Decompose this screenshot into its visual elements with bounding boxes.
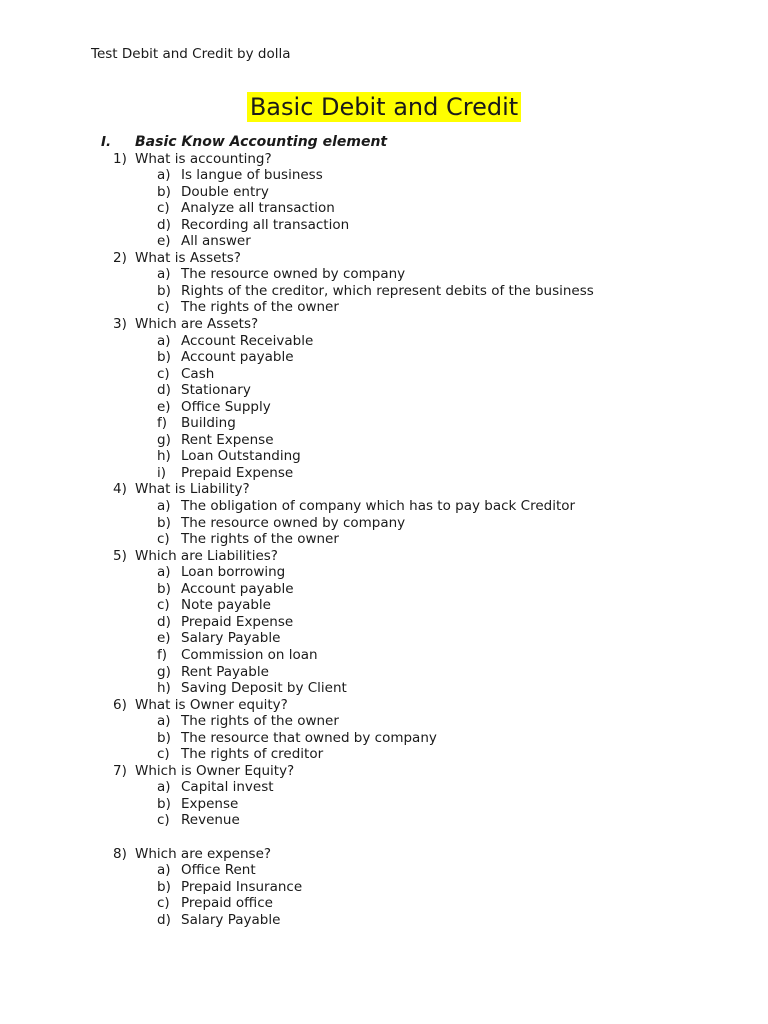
answer-letter: c) bbox=[157, 365, 170, 382]
answer-option bbox=[0, 415, 768, 432]
answer-letter: e) bbox=[157, 398, 171, 415]
question-item bbox=[0, 250, 768, 267]
answer-option bbox=[0, 564, 768, 581]
answer-text: The resource that owned by company bbox=[181, 729, 437, 746]
section-heading bbox=[0, 134, 768, 151]
question-number: 2) bbox=[113, 249, 127, 266]
answer-letter: g) bbox=[157, 663, 171, 680]
answer-option bbox=[0, 597, 768, 614]
answer-option bbox=[0, 349, 768, 366]
answer-letter: e) bbox=[157, 233, 171, 250]
answer-text: The rights of the owner bbox=[181, 299, 339, 316]
answer-text: The rights of creditor bbox=[181, 746, 324, 763]
answer-letter: a) bbox=[157, 266, 171, 283]
answer-letter: c) bbox=[157, 812, 170, 829]
answer-option bbox=[0, 448, 768, 465]
answer-option bbox=[0, 167, 768, 184]
answer-text: Prepaid Expense bbox=[181, 464, 294, 481]
answer-option bbox=[0, 465, 768, 482]
answer-option bbox=[0, 581, 768, 598]
page-header: Test Debit and Credit by dolla bbox=[91, 46, 291, 62]
answer-text: Prepaid Expense bbox=[181, 613, 294, 630]
answer-text: Is langue of business bbox=[181, 167, 323, 184]
answer-letter: d) bbox=[157, 613, 171, 630]
answer-option bbox=[0, 382, 768, 399]
answer-letter: b) bbox=[157, 795, 171, 812]
question-text: Which are expense? bbox=[135, 845, 272, 862]
answer-option bbox=[0, 432, 768, 449]
question-text: Which are Assets? bbox=[135, 316, 259, 333]
answer-option bbox=[0, 779, 768, 796]
answer-letter: f) bbox=[157, 646, 168, 663]
answer-option bbox=[0, 730, 768, 747]
answer-text: Office Rent bbox=[181, 862, 256, 879]
answer-letter: a) bbox=[157, 167, 171, 184]
answer-letter: c) bbox=[157, 531, 170, 548]
answer-option bbox=[0, 299, 768, 316]
answer-letter: b) bbox=[157, 282, 171, 299]
answer-text: Salary Payable bbox=[181, 630, 281, 647]
answer-text: Stationary bbox=[181, 382, 251, 399]
answer-option bbox=[0, 266, 768, 283]
answer-option bbox=[0, 283, 768, 300]
answer-letter: d) bbox=[157, 911, 171, 928]
question-text: What is Assets? bbox=[135, 249, 241, 266]
answer-text: Office Supply bbox=[181, 398, 271, 415]
question-item bbox=[0, 316, 768, 333]
answer-letter: c) bbox=[157, 299, 170, 316]
answer-text: Saving Deposit by Client bbox=[181, 680, 347, 697]
answer-text: Double entry bbox=[181, 183, 269, 200]
answer-letter: c) bbox=[157, 895, 170, 912]
answer-option bbox=[0, 680, 768, 697]
answer-option bbox=[0, 399, 768, 416]
answer-text: Loan Outstanding bbox=[181, 448, 301, 465]
question-item bbox=[0, 763, 768, 780]
answer-option bbox=[0, 796, 768, 813]
answer-letter: b) bbox=[157, 349, 171, 366]
question-number: 5) bbox=[113, 547, 127, 564]
question-number: 1) bbox=[113, 150, 127, 167]
answer-text: Analyze all transaction bbox=[181, 200, 335, 217]
answer-text: Rent Payable bbox=[181, 663, 269, 680]
answer-letter: b) bbox=[157, 580, 171, 597]
answer-option bbox=[0, 630, 768, 647]
question-text: Which are Liabilities? bbox=[135, 547, 278, 564]
answer-text: Rights of the creditor, which represent debits of the business bbox=[181, 282, 594, 299]
answer-option bbox=[0, 333, 768, 350]
answer-letter: d) bbox=[157, 382, 171, 399]
answer-option bbox=[0, 862, 768, 879]
answer-text: Loan borrowing bbox=[181, 564, 286, 581]
answer-text: Prepaid Insurance bbox=[181, 878, 303, 895]
answer-text: Building bbox=[181, 415, 236, 432]
title-container bbox=[0, 92, 768, 122]
question-item bbox=[0, 548, 768, 565]
answer-letter: i) bbox=[157, 464, 167, 481]
answer-letter: e) bbox=[157, 630, 171, 647]
answer-text: Cash bbox=[181, 365, 215, 382]
question-number: 3) bbox=[113, 316, 127, 333]
answer-text: Account payable bbox=[181, 580, 294, 597]
answer-text: Recording all transaction bbox=[181, 216, 350, 233]
answer-letter: b) bbox=[157, 183, 171, 200]
question-item bbox=[0, 697, 768, 714]
question-text: What is Owner equity? bbox=[135, 696, 288, 713]
answer-text: Salary Payable bbox=[181, 911, 281, 928]
answer-option bbox=[0, 879, 768, 896]
answer-letter: h) bbox=[157, 680, 171, 697]
answer-option bbox=[0, 664, 768, 681]
question-number: 6) bbox=[113, 696, 127, 713]
answer-text: Account payable bbox=[181, 349, 294, 366]
answer-letter: b) bbox=[157, 878, 171, 895]
answer-option bbox=[0, 184, 768, 201]
answer-option bbox=[0, 713, 768, 730]
answer-letter: a) bbox=[157, 779, 171, 796]
answer-option bbox=[0, 217, 768, 234]
answer-option bbox=[0, 531, 768, 548]
answer-option bbox=[0, 614, 768, 631]
answer-letter: b) bbox=[157, 729, 171, 746]
answer-text: Expense bbox=[181, 795, 239, 812]
answer-text: The obligation of company which has to pay back Creditor bbox=[181, 498, 576, 515]
answer-text: Capital invest bbox=[181, 779, 274, 796]
answer-letter: a) bbox=[157, 498, 171, 515]
answer-letter: a) bbox=[157, 332, 171, 349]
answer-text: Note payable bbox=[181, 597, 271, 614]
answer-text: Account Receivable bbox=[181, 332, 314, 349]
answer-option bbox=[0, 812, 768, 829]
section-title: Basic Know Accounting element bbox=[135, 134, 388, 150]
answer-text: Prepaid office bbox=[181, 895, 273, 912]
answer-letter: h) bbox=[157, 448, 171, 465]
question-list bbox=[0, 134, 768, 928]
answer-letter: a) bbox=[157, 713, 171, 730]
answer-text: All answer bbox=[181, 233, 251, 250]
answer-option bbox=[0, 746, 768, 763]
answer-letter: d) bbox=[157, 216, 171, 233]
answer-option bbox=[0, 895, 768, 912]
answer-text: The resource owned by company bbox=[181, 514, 406, 531]
question-item bbox=[0, 151, 768, 168]
question-text: What is accounting? bbox=[135, 150, 272, 167]
answer-letter: b) bbox=[157, 514, 171, 531]
answer-letter: a) bbox=[157, 862, 171, 879]
answer-option bbox=[0, 200, 768, 217]
answer-option bbox=[0, 498, 768, 515]
answer-option bbox=[0, 366, 768, 383]
answer-letter: a) bbox=[157, 564, 171, 581]
answer-letter: g) bbox=[157, 431, 171, 448]
answer-letter: f) bbox=[157, 415, 168, 432]
section-number: I. bbox=[101, 134, 112, 150]
answer-text: The resource owned by company bbox=[181, 266, 406, 283]
answer-text: The rights of the owner bbox=[181, 531, 339, 548]
question-text: Which is Owner Equity? bbox=[135, 762, 295, 779]
question-item bbox=[0, 846, 768, 863]
question-text: What is Liability? bbox=[135, 481, 250, 498]
question-number: 8) bbox=[113, 845, 127, 862]
document-title: Basic Debit and Credit bbox=[247, 92, 521, 122]
blank-line bbox=[0, 829, 768, 846]
question-number: 7) bbox=[113, 762, 127, 779]
answer-option bbox=[0, 647, 768, 664]
answer-text: The rights of the owner bbox=[181, 713, 339, 730]
answer-letter: c) bbox=[157, 746, 170, 763]
answer-option bbox=[0, 233, 768, 250]
answer-text: Revenue bbox=[181, 812, 240, 829]
question-item bbox=[0, 481, 768, 498]
answer-letter: c) bbox=[157, 597, 170, 614]
answer-text: Rent Expense bbox=[181, 431, 274, 448]
question-number: 4) bbox=[113, 481, 127, 498]
answer-option bbox=[0, 515, 768, 532]
answer-text: Commission on loan bbox=[181, 646, 318, 663]
answer-letter: c) bbox=[157, 200, 170, 217]
answer-option bbox=[0, 912, 768, 929]
